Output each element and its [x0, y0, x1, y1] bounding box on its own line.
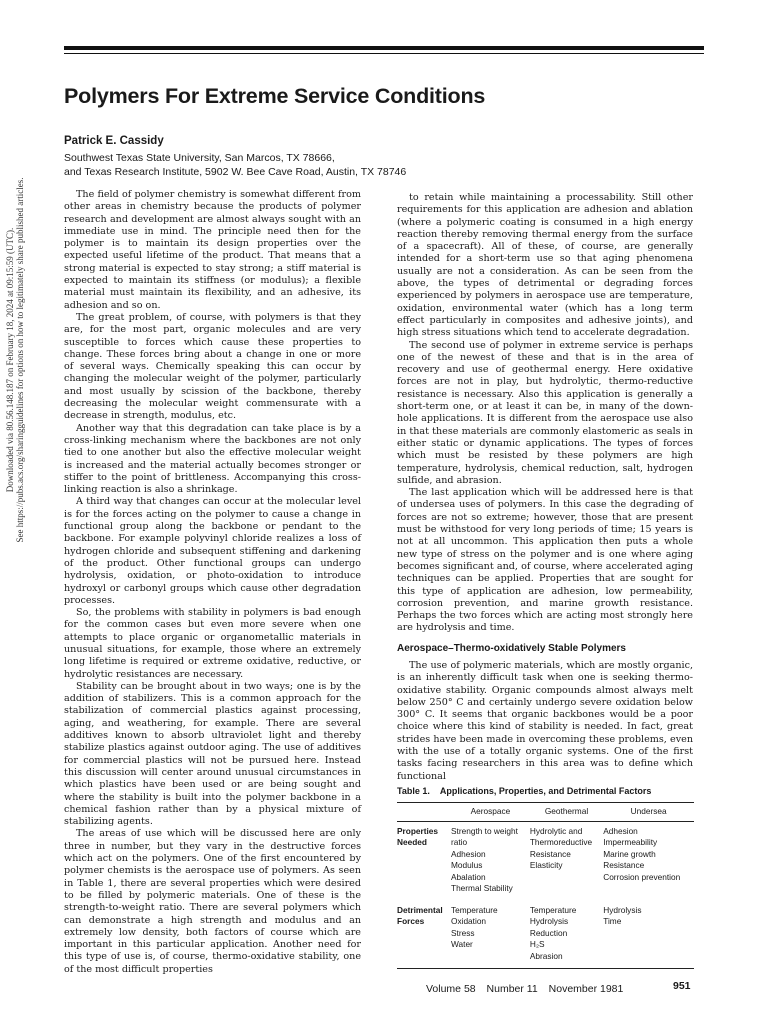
affiliation-line: and Texas Research Institute, 5902 W. Bee Cave Road, Austin, TX 78746: [64, 166, 407, 178]
table-row-header: [397, 821, 451, 901]
cell-line: Impermeability: [603, 837, 658, 847]
cell-line: Resistance: [603, 860, 645, 870]
properties-table: [397, 803, 694, 968]
body-paragraph: The areas of use which will be discussed here are only three in number, but they vary in the destructive forces which act on the polymers. One of the first encountered by polymer chemists is the aerospace use of polymers. As seen in Table 1, there are several properties which were desired to be filled by polymeric materials. One of these is the strength-to-weight ratio. There are several polymers which can demonstrate a high strength and modulus and an extremely low density, both factors of course which are important in this particular application. Another need for this type of use is, of course, thermo-oxidative stability, one of the most difficult properties: [64, 828, 361, 975]
row-header-line: Detrimental: [397, 904, 443, 915]
row-header-line: Needed: [397, 837, 427, 847]
body-column-left: [64, 189, 361, 976]
table-header-row: [397, 803, 694, 821]
affiliation-line: Southwest Texas State University, San Marcos, TX 78666,: [64, 152, 335, 164]
table-row-header: [397, 901, 451, 969]
body-paragraph: A third way that changes can occur at the molecular level is for the forces acting on the polymer to cause a change in functional group along the backbone or pendant to the backbone. For example polyvinyl chloride realizes a loss of hydrogen chloride and subsequent stiffening and darkening of the product. Other functional groups can undergo hydrolysis, oxidation, or photo-oxidation to introduce hydroxyl or carbonyl groups which cause other degradation processes.: [64, 496, 361, 606]
cell-line: H₂S: [529, 939, 545, 949]
cell-line: Strength to weight: [451, 825, 518, 836]
body-paragraph: The second use of polymer in extreme service is perhaps one of the newest of these and that is in the area of recovery and use of geothermal energy. Here oxidative forces are not in play, but hydrolytic, thermo-reductive resistance is necessary. Also this application is generally a short-term one, or at least it can be, in many of the down-hole applications. It is different from the aerospace use also in that these materials are commonly elastomeric as seals in either static or dynamic applications. The types of forces which must be resisted by these polymers are high temperature, hydrolysis, chemical reduction, salt, hydrogen sulfide, and abrasion.: [397, 339, 693, 486]
body-paragraph: to retain while maintaining a processability. Still other requirements for this application are adhesion and ablation (where a polymeric coating is consumed in a high energy reaction thereby removing thermal energy from the surface of a spacecraft). All of these, of course, are generally intended for a short-term use so that aging phenomena usually are not a consideration. As can be seen from the above, the types of detrimental or degrading forces experienced by polymers in aerospace use are temperature, oxidation, environmental water (which has a long term effect particularly in composites and adhesive joints), and high stress situations which tend to accelerate degradation.: [397, 192, 693, 339]
table-header-cell: Undersea: [603, 803, 694, 821]
cell-line: Hydrolysis: [529, 916, 569, 926]
table-cell: [451, 901, 530, 969]
download-notice-line: See https://pubs.acs.org/sharingguidelines for options on how to legitimately share published articles.: [15, 177, 25, 543]
cell-line: Abrasion: [529, 950, 563, 961]
table-header-cell: [397, 803, 451, 821]
body-paragraph: The field of polymer chemistry is somewhat different from other areas in chemistry because the products of polymer research and development are almost always sought with an immediate use in mind. The principle need then for the polymer is to maintain its design properties over the expected useful lifetime of the product. That means that a strong material is expected to stay strong; a stiff material is expected to maintain its stiffness (or modulus); a flexible material must maintain its flexibility, and an adhesive, its adhesion and so on.: [64, 189, 361, 311]
download-notice: [5, 0, 25, 720]
table-header-cell: Geothermal: [530, 803, 603, 821]
row-header-line: Forces: [397, 916, 425, 926]
cell-line: Water: [451, 939, 473, 949]
body-paragraph: Another way that this degradation can take place is by a cross-linking mechanism where the backbones are not only tied to one another but also the effective molecular weight is increased and the material actually becomes stronger or stiffer to the point of brittleness. Accompanying this cross-linking reaction is also a shrinkage.: [64, 422, 361, 496]
cell-line: Adhesion: [603, 825, 638, 836]
table-cell: [530, 821, 603, 901]
body-column-right: [397, 192, 693, 783]
author-name: Patrick E. Cassidy: [64, 135, 164, 147]
table-header-cell: Aerospace: [451, 803, 530, 821]
page-footer: [426, 983, 631, 995]
cell-line: Stress: [451, 927, 475, 938]
table-cell: [603, 821, 694, 901]
author-affiliation: [64, 151, 406, 179]
cell-line: Oxidation: [451, 916, 487, 926]
header-rule-thick: [64, 46, 704, 50]
table-cell: [451, 821, 530, 901]
section-heading: Aerospace–Thermo-oxidatively Stable Polymers: [397, 642, 626, 654]
body-paragraph: The use of polymeric materials, which are mostly organic, is an inherently difficult task when one is seeking thermo-oxidative stability. Organic compounds almost always melt below 250° C and certainly undergo severe oxidation below 300° C. It seems that organic backbones would be a poor choice where this kind of stability is needed. In fact, great strides have been made in overcoming these problems, even with the use of a totally organic systems. One of the first tasks facing researchers in this area was to define which functional: [397, 659, 693, 782]
page-number: 951: [673, 980, 691, 992]
footer-volume: Volume 58: [426, 983, 476, 995]
cell-line: Hydrolytic and: [529, 825, 583, 836]
body-paragraph: Stability can be brought about in two ways; one is by the addition of stabilizers. This is a common approach for the stabilization of commercial plastics against processing, aging, and weathering, for example. There are several additives known to absorb ultraviolet light and thereby stabilize plastics against outdoor aging. The use of additives for commercial plastics will not be pursued here. Instead this discussion will center around unusual circumstances in which plastics have been used or are being sought and where the stability is built into the polymer backbone in a chemical fashion rather than by a physical mixture of stabilizing agents.: [64, 680, 361, 828]
table-row: [397, 901, 694, 969]
body-paragraph: The last application which will be addressed here is that of undersea uses of polymers. In this case the degrading of forces are not so extreme; however, those that are present must be withstood for very long periods of time; 15 years is not at all uncommon. This application then puts a whole new type of stress on the polymer and is one where aging becomes significant and, of course, where accelerated aging techniques can be applied. Properties that are sought for this type of application are adhesion, low permeability, corrosion prevention, and marine growth resistance. Perhaps the two forces which are acting most strongly here are hydrolysis and time.: [397, 487, 693, 634]
cell-line: Elasticity: [529, 860, 563, 870]
cell-line: Resistance: [529, 848, 571, 859]
cell-line: Thermal Stability: [451, 883, 513, 893]
table-label: Table 1.: [397, 786, 430, 796]
cell-line: Temperature: [451, 904, 498, 915]
cell-line: Abalation: [451, 871, 486, 882]
footer-date: November 1981: [548, 983, 624, 995]
cell-line: Marine growth: [603, 848, 656, 859]
article-title: Polymers For Extreme Service Conditions: [64, 84, 486, 108]
table-title: Applications, Properties, and Detrimental Factors: [439, 786, 652, 796]
table-cell: [603, 901, 694, 969]
cell-line: Reduction: [529, 927, 568, 938]
cell-line: ratio: [451, 837, 468, 847]
table-row: [397, 821, 694, 901]
cell-line: Modulus: [451, 860, 483, 870]
cell-line: Hydrolysis: [603, 904, 642, 915]
table-1: [397, 786, 694, 969]
cell-line: Thermoreductive: [529, 837, 593, 847]
header-rule-thin: [64, 53, 704, 54]
table-cell: [530, 901, 603, 969]
download-notice-line: Downloaded via 80.56.148.187 on February 18, 2024 at 09:15:59 (UTC).: [5, 227, 15, 493]
cell-line: Corrosion prevention: [603, 871, 681, 882]
body-paragraph: The great problem, of course, with polymers is that they are, for the most part, organic molecules and are very susceptible to forces which cause these properties to change. These forces bring about a change in one or more of several ways. Chemically speaking this can occur by changing the molecular weight of the polymer, particularly and most usually by scission of the backbone, thereby decreasing the molecular weight commensurate with a decrease in strength, modulus, etc.: [64, 311, 361, 422]
cell-line: Time: [603, 916, 622, 926]
table-bottom-rule: [397, 968, 694, 969]
cell-line: Temperature: [529, 904, 577, 915]
footer-number: Number 11: [486, 983, 538, 995]
cell-line: Adhesion: [451, 848, 486, 859]
body-paragraph: So, the problems with stability in polymers is bad enough for the common cases but even more severe when one attempts to place organic or organometallic materials in unusual situations, for example, those where an extremely long lifetime is required or extreme oxidative, reductive, or hydrolytic resistances are necessary.: [64, 607, 361, 680]
table-caption: [397, 786, 694, 796]
row-header-line: Properties: [397, 825, 439, 836]
